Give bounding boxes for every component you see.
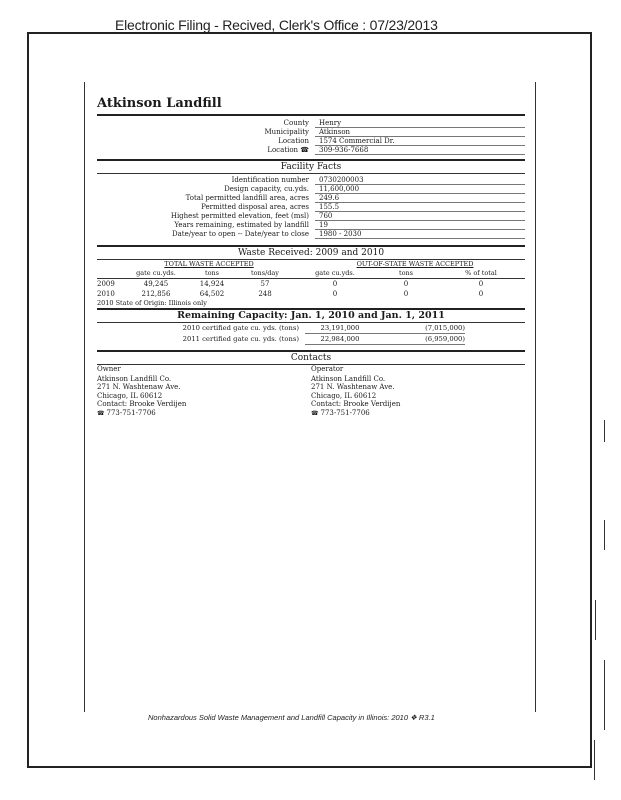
owner-label: Owner: [97, 365, 121, 373]
info-label: Location: [278, 137, 309, 145]
owner-line: Contact: Brooke Verdijen: [97, 400, 187, 408]
owner-line: 271 N. Washtenaw Ave.: [97, 383, 181, 391]
table-cell: 0: [332, 290, 338, 298]
operator-line: Contact: Brooke Verdijen: [311, 400, 401, 408]
fact-row: [97, 230, 525, 239]
scan-edge-mark: [594, 740, 595, 780]
info-label: Municipality: [264, 128, 309, 136]
operator-line: 271 N. Washtenaw Ave.: [311, 383, 395, 391]
facility-title: Atkinson Landfill: [97, 96, 222, 111]
table-cell: 0: [478, 280, 484, 288]
fact-value: 19: [315, 221, 525, 230]
capacity-tons: (6,959,000): [375, 334, 465, 345]
phone-icon: ☎: [97, 409, 105, 417]
operator-label: Operator: [311, 365, 344, 373]
fact-row: [97, 212, 525, 221]
remaining-capacity-heading: Remaining Capacity: Jan. 1, 2010 and Jan. 1, 2011: [177, 310, 445, 321]
info-row: [97, 128, 525, 137]
table-cell: 49,245: [143, 280, 169, 288]
column-header: tons/day: [251, 269, 279, 277]
capacity-cu-yds: 22,984,000: [305, 334, 375, 345]
operator-phone: 773-751-7706: [320, 408, 370, 417]
page-footer: Nonhazardous Solid Waste Management and Landfill Capacity in Illinois: 2010 ❖ R3.1: [148, 713, 435, 722]
capacity-tons: (7,015,000): [375, 323, 465, 334]
fact-value: 11,600,000: [315, 185, 525, 194]
out-of-state-group: OUT-OF-STATE WASTE ACCEPTED: [356, 260, 474, 268]
table-cell: 0: [332, 280, 338, 288]
scan-edge-mark: [604, 660, 605, 730]
column-header: % of total: [465, 269, 497, 277]
operator-line: Atkinson Landfill Co.: [311, 374, 386, 383]
info-value: Henry: [315, 119, 525, 128]
capacity-label: 2011 certified gate cu. yds. (tons): [182, 335, 299, 343]
fact-label: Design capacity, cu.yds.: [224, 185, 309, 193]
table-row: [97, 289, 525, 299]
row-year: 2009: [97, 280, 115, 288]
capacity-row: [97, 323, 525, 334]
fact-value: 1980 - 2030: [315, 230, 525, 239]
info-row: [97, 119, 525, 128]
scan-edge-mark: [604, 420, 605, 442]
fact-row: [97, 194, 525, 203]
table-cell: 248: [258, 290, 272, 298]
contacts-heading: Contacts: [290, 353, 332, 363]
owner-line: Atkinson Landfill Co.: [97, 374, 172, 383]
fact-value: 760: [315, 212, 525, 221]
operator-block: [311, 365, 525, 418]
scan-edge-mark: [604, 520, 605, 550]
fact-label: Years remaining, estimated by landfill: [174, 221, 309, 229]
fact-label: Permitted disposal area, acres: [201, 203, 309, 211]
waste-group-headers: [97, 260, 525, 269]
filing-stamp: Electronic Filing - Recived, Clerk's Office : 07/23/2013: [115, 17, 438, 33]
fact-row: [97, 221, 525, 230]
document-body: [97, 90, 525, 418]
table-cell: 57: [260, 280, 270, 288]
capacity-row: [97, 334, 525, 345]
row-year: 2010: [97, 290, 115, 298]
table-cell: 0: [403, 280, 409, 288]
fact-row: [97, 185, 525, 194]
capacity-label: 2010 certified gate cu. yds. (tons): [182, 324, 299, 332]
total-waste-group: TOTAL WASTE ACCEPTED: [164, 260, 254, 268]
info-label: Location ☎: [267, 146, 309, 154]
operator-line: Chicago, IL 60612: [311, 391, 377, 400]
waste-column-headers: [97, 269, 525, 278]
owner-line: Chicago, IL 60612: [97, 391, 163, 400]
waste-received-heading: Waste Received: 2009 and 2010: [237, 248, 385, 258]
contacts-section: [97, 365, 525, 418]
column-header: tons: [204, 269, 220, 277]
table-cell: 212,856: [141, 290, 171, 298]
table-row: [97, 279, 525, 289]
document-page: [84, 82, 536, 712]
column-header: gate cu.yds.: [136, 269, 176, 277]
info-value: 1574 Commercial Dr.: [315, 137, 525, 146]
fact-value: 249.6: [315, 194, 525, 203]
table-cell: 0: [403, 290, 409, 298]
fact-label: Highest permitted elevation, feet (msl): [170, 212, 309, 220]
info-row: [97, 146, 525, 155]
info-value: Atkinson: [315, 128, 525, 137]
fact-label: Date/year to open -- Date/year to close: [171, 230, 309, 238]
fact-label: Identification number: [231, 176, 309, 184]
fact-label: Total permitted landfill area, acres: [185, 194, 309, 202]
owner-phone: 773-751-7706: [106, 408, 156, 417]
info-row: [97, 137, 525, 146]
info-label: County: [283, 119, 309, 127]
info-value: 309-936-7668: [315, 146, 525, 155]
scan-edge-mark: [595, 600, 596, 640]
table-cell: 14,924: [199, 280, 225, 288]
fact-value: 155.5: [315, 203, 525, 212]
fact-value: 0730200003: [315, 176, 525, 185]
phone-icon: ☎: [311, 409, 319, 417]
fact-row: [97, 176, 525, 185]
column-header: tons: [398, 269, 414, 277]
state-of-origin-note: 2010 State of Origin: Illinois only: [97, 299, 207, 307]
owner-block: [97, 365, 311, 418]
fact-row: [97, 203, 525, 212]
column-header: gate cu.yds.: [315, 269, 355, 277]
table-cell: 0: [478, 290, 484, 298]
capacity-cu-yds: 23,191,000: [305, 323, 375, 334]
facility-facts-heading: Facility Facts: [280, 162, 342, 172]
table-cell: 64,502: [199, 290, 225, 298]
